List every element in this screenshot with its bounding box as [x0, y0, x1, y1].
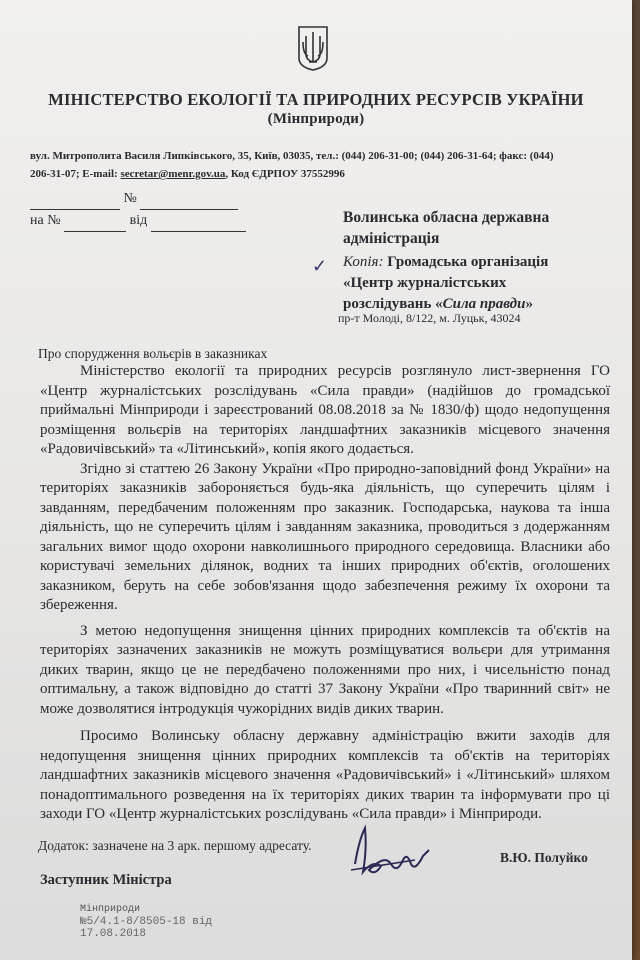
handwritten-signature: [345, 820, 435, 890]
signer-position: Заступник Міністра: [40, 872, 172, 888]
address-line-1: вул. Митрополита Василя Липківського, 35, Київ, 03035, тел.: (044) 206-31-00; (044) 206-31-64; факс: (044): [30, 150, 554, 162]
copy-label: Копія:: [343, 254, 384, 270]
copy-line-3-post: »: [525, 296, 533, 312]
signer-name: В.Ю. Полуйко: [500, 850, 588, 865]
incoming-number-line: [64, 217, 126, 232]
recipient-line-2: адміністрація: [343, 230, 440, 247]
copy-address: пр-т Молоді, 8/122, м. Луцьк, 43024: [338, 311, 521, 325]
copy-line-1: Громадська організація: [383, 254, 549, 270]
body-paragraph-3: З метою недопущення знищення цінних природних комплексів та об'єктів на територіях зазначених заказників не можуть розміщуватися вольєри для утримання диких тварин, якщо це не передбачено положеннями про них, і чисельністю понад оптимальну, а також відповідно до статті 37 Закону України «Про тваринний світ» не може дозволятися інтродукція чужорідних видів диких тварин.: [40, 622, 610, 717]
body-paragraph-2: Згідно зі статтею 26 Закону України «Про природно-заповідний фонд України» на територіях заказників забороняється будь-яка діяльність, що суперечить цілям і завданням, передбаченим положенням про заказник. Господарська, наукова та інша діяльність, що не суперечить цілям і завданням заказника, проводиться з додержанням загальних вимог щодо охорони навколишнього природного середовища. Власники або користувачі земельних ділянок, водних та інших природних об'єктів, оголошених заказником, беруть на себе зобов'язання щодо забезпечення режиму їх охорони та збереження.: [40, 460, 610, 613]
from-label: від: [129, 213, 148, 228]
letter-body: [40, 362, 610, 825]
ministry-name: МІНІСТЕРСТВО ЕКОЛОГІЇ ТА ПРИРОДНИХ РЕСУРСІВ УКРАЇНИ: [48, 90, 584, 109]
letter-subject: Про спорудження вольєрів в заказниках: [38, 346, 268, 361]
registration-fields: [30, 188, 246, 232]
ministry-short-name: (Мінприроди): [267, 111, 365, 127]
attachment-note: Додаток: зазначене на 3 арк. першому адресату.: [38, 838, 312, 853]
outgoing-date-line: [30, 195, 120, 210]
body-paragraph-1: Міністерство екології та природних ресурсів розглянуло лист-звернення ГО «Центр журналістських розслідувань «Сила правди» (надійшов до громадської приймальні Мінприроди і зареєстрований 08.08.2018 за № 1830/ф) щодо недопущення розміщення вольєрів на територіях ландшафтних заказників місцевого значення «Радовичівський» та «Літинський», копія якого додається.: [40, 363, 610, 457]
on-number-label: на №: [30, 213, 61, 228]
recipient-line-1: Волинська обласна державна: [343, 209, 550, 226]
ministry-address: [30, 147, 610, 183]
copy-line-2: «Центр журналістських: [343, 275, 507, 291]
number-sign: №: [123, 191, 137, 206]
incoming-date-line: [151, 217, 246, 232]
address-line-2-post: , Код ЄДРПОУ 37552996: [225, 168, 345, 180]
tryzub-emblem-icon: [296, 24, 330, 72]
stamp-org: Мінприроди: [80, 904, 141, 915]
registration-stamp: [80, 904, 280, 952]
body-paragraph-4: Просимо Волинську обласну державну адміністрацію вжити заходів для недопущення знищення цінних природних комплексів та об'єктів на територіях ландшафтних заказників місцевого значення «Радовичівський» і «Літинський» шляхом понадоптимального розведення на їх територіях диких тварин та інформувати про ці заходи ГО «Центр журналістських розслідувань «Сила правди» і Мінприроди.: [40, 728, 610, 822]
recipient-block: [343, 207, 549, 249]
stamp-reg-number: №5/4.1-8/8505-18 від 17.08.2018: [80, 916, 213, 940]
copy-line-3-pre: розслідувань «: [343, 296, 443, 312]
outgoing-number-line: [140, 195, 238, 210]
address-line-2-pre: 206-31-07; E-mail:: [30, 168, 121, 180]
copy-recipient-block: [343, 252, 613, 315]
email-link[interactable]: secretar@menr.gov.ua: [120, 168, 226, 180]
copy-line-3-italic: Сила правди: [442, 296, 526, 312]
checkmark-icon: ✓: [312, 256, 328, 276]
